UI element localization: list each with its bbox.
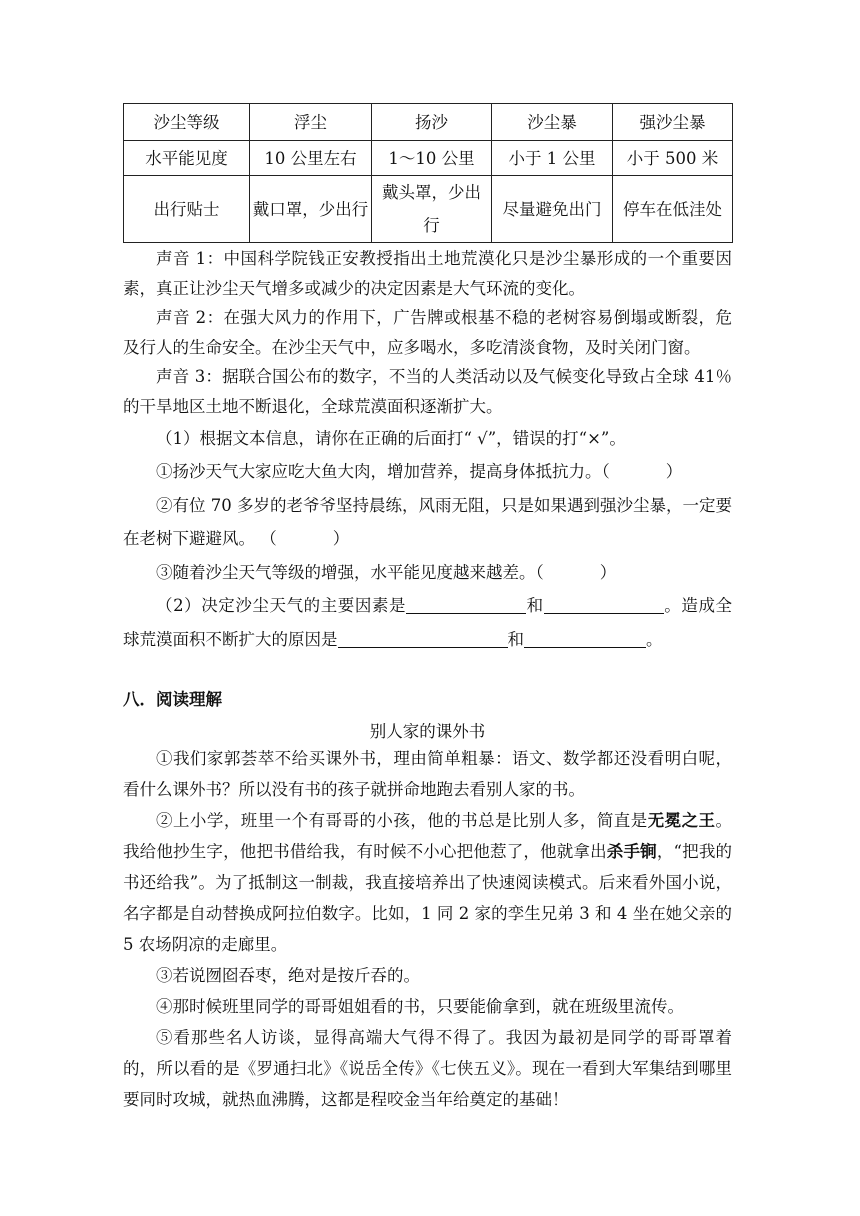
table-row xyxy=(124,141,733,176)
table-cell: 戴头罩，少出行 xyxy=(372,176,492,243)
close-paren: ） xyxy=(599,562,617,582)
table-cell: 停车在低洼处 xyxy=(613,176,733,243)
table-row xyxy=(124,176,733,243)
p2-text: 。我给他抄生字，他把书借给我，有时候不小心把他惹了，他就拿出 xyxy=(123,811,733,861)
voice-3: 声音 3：据联合国公布的数字，不当的人类活动以及气候变化导致占全球 41％的干旱地区土地不断退化，全球荒漠面积逐渐扩大。 xyxy=(123,367,732,416)
paragraph-2 xyxy=(123,805,732,960)
table-cell: 强沙尘暴 xyxy=(613,104,733,141)
table-cell: 1～10 公里 xyxy=(372,141,492,176)
question-2 xyxy=(123,589,732,656)
bold-term: 无冕之王 xyxy=(647,811,716,830)
answer-blank[interactable] xyxy=(406,595,526,614)
table-cell: 浮尘 xyxy=(250,104,372,141)
paragraph-3: ③若说囫囵吞枣，绝对是按斤吞的。 xyxy=(156,966,420,985)
table-cell: 戴口罩，少出行 xyxy=(250,176,372,243)
material-text xyxy=(123,244,732,656)
q2-text: （2）决定沙尘天气的主要因素是 xyxy=(156,596,407,616)
table-cell: 扬沙 xyxy=(372,104,492,141)
question-1: （1）根据文本信息，请你在正确的后面打“ √”，错误的打“×”。 xyxy=(156,428,626,448)
paragraph-5: ⑤看那些名人访谈，显得高端大气得不得了。我因为最初是同学的哥哥罩着的，所以看的是《罗通扫北》《说岳全传》《七侠五义》。现在一看到大军集结到哪里要同时攻城，就热血沸腾，这都是程咬金当年给奠定的基础！ xyxy=(123,1028,732,1109)
answer-blank[interactable] xyxy=(338,629,508,648)
voice-2: 声音 2：在强大风力的作用下，广告牌或根基不稳的老树容易倒塌或断裂，危及行人的生命安全。在沙尘天气中，应多喝水，多吃清淡食物，及时关闭门窗。 xyxy=(123,308,732,357)
close-paren: ） xyxy=(665,462,683,482)
article-title: 别人家的课外书 xyxy=(369,722,486,741)
table-cell: 10 公里左右 xyxy=(250,141,372,176)
p2-text: ②上小学，班里一个有哥哥的小孩，他的书总是比别人多，简直是 xyxy=(156,811,648,830)
voice-1: 声音 1：中国科学院钱正安教授指出土地荒漠化只是沙尘暴形成的一个重要因素，真正让沙尘天气增多或减少的决定因素是大气环流的变化。 xyxy=(123,249,732,298)
item-text: ③随着沙尘天气等级的增强，水平能见度越来越差。（ xyxy=(156,562,544,582)
q2-text: 和 xyxy=(507,629,524,649)
question-1-item-b xyxy=(123,489,732,556)
paragraph-1: ①我们家郭荟萃不给买课外书，理由简单粗暴：语文、数学都还没看明白呢，看什么课外书？所以没有书的孩子就拼命地跑去看别人家的书。 xyxy=(123,749,732,799)
article-body xyxy=(123,743,732,1115)
item-text: ①扬沙天气大家应吃大鱼大肉，增加营养，提高身体抵抗力。（ xyxy=(156,462,610,482)
table-cell: 沙尘暴 xyxy=(492,104,613,141)
p2-text: ，“把我的书还给我”。为了抵制这一制裁，我直接培养出了快速阅读模式。后来看外国小说，名字都是自动替换成阿拉伯数字。比如，1 同 2 家的孪生兄弟 3 和 4 坐在她父亲的 5 农场阴凉的走廊里。 xyxy=(123,842,733,954)
table-cell: 出行贴士 xyxy=(124,176,250,243)
q2-text: 和 xyxy=(526,596,544,616)
paragraph-4: ④那时候班里同学的哥哥姐姐看的书，只要能偷拿到，就在班级里流传。 xyxy=(156,997,684,1016)
question-1-item-c xyxy=(123,556,732,590)
dust-level-table xyxy=(123,103,733,243)
table-row xyxy=(124,104,733,141)
item-text: ②有位 70 多岁的老爷爷坚持晨练，风雨无阻，只是如果遇到强沙尘暴，一定要在老树下避避风。 （ xyxy=(123,495,732,549)
section-heading: 八．阅读理解 xyxy=(123,690,222,709)
question-1-item-a xyxy=(123,455,732,489)
q2-text: 。 xyxy=(646,629,663,649)
q2-text: 。造成全球荒漠面积不断扩大的原因是 xyxy=(123,596,733,649)
answer-blank[interactable] xyxy=(524,629,646,648)
answer-blank[interactable] xyxy=(544,595,664,614)
table-cell: 小于 1 公里 xyxy=(492,141,613,176)
table-cell: 小于 500 米 xyxy=(613,141,733,176)
table-cell: 尽量避免出门 xyxy=(492,176,613,243)
close-paren: ） xyxy=(332,529,350,549)
table-cell: 沙尘等级 xyxy=(124,104,250,141)
table-cell: 水平能见度 xyxy=(124,141,250,176)
bold-term: 杀手锏 xyxy=(606,842,657,861)
